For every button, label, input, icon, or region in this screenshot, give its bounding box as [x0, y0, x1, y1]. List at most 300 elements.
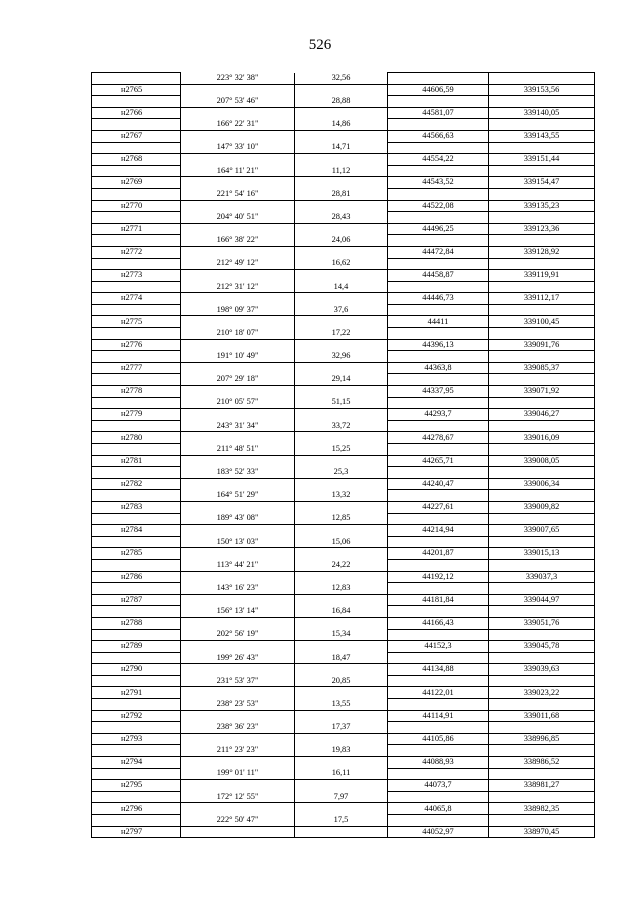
point-name: н2771 — [92, 223, 181, 235]
point-name — [92, 444, 181, 456]
coordinates-table — [91, 72, 595, 838]
point-name — [92, 722, 181, 734]
segment-length: 17,5 — [295, 815, 388, 827]
coordinate-y: 338981,27 — [489, 780, 595, 792]
segment-length: 16,11 — [295, 768, 388, 780]
segment-length: 51,15 — [295, 397, 388, 409]
coordinate-y: 339119,91 — [489, 270, 595, 282]
point-name: н2789 — [92, 641, 181, 653]
point-name: н2793 — [92, 733, 181, 745]
point-name: н2796 — [92, 803, 181, 815]
coordinate-y — [489, 490, 595, 502]
point-row — [92, 154, 595, 166]
point-row — [92, 780, 595, 792]
coordinate-y — [489, 815, 595, 827]
point-name — [92, 629, 181, 641]
segment-length — [295, 362, 388, 374]
coordinate-x — [388, 768, 489, 780]
coordinate-x: 44396,13 — [388, 339, 489, 351]
coordinate-x: 44554,22 — [388, 154, 489, 166]
segment-length — [295, 641, 388, 653]
direction-angle: 210° 18' 07" — [181, 328, 295, 340]
point-name: н2772 — [92, 246, 181, 258]
coordinate-x: 44566,63 — [388, 130, 489, 142]
segment-length — [295, 733, 388, 745]
direction-angle: 164° 11' 21" — [181, 165, 295, 177]
segment-length: 16,62 — [295, 258, 388, 270]
segment-length — [295, 525, 388, 537]
point-row — [92, 386, 595, 398]
point-name: н2781 — [92, 455, 181, 467]
direction-angle — [181, 548, 295, 560]
point-name — [92, 142, 181, 154]
coordinate-y: 339071,92 — [489, 386, 595, 398]
point-name: н2792 — [92, 710, 181, 722]
point-name: н2768 — [92, 154, 181, 166]
point-name — [92, 536, 181, 548]
point-row — [92, 107, 595, 119]
segment-length — [295, 339, 388, 351]
coordinate-x: 44472,84 — [388, 246, 489, 258]
direction-angle: 172° 12' 55" — [181, 791, 295, 803]
direction-angle — [181, 200, 295, 212]
coordinate-x: 44446,73 — [388, 293, 489, 305]
point-name: н2786 — [92, 571, 181, 583]
direction-angle: 113° 44' 21" — [181, 559, 295, 571]
point-name — [92, 235, 181, 247]
segment-length: 33,72 — [295, 420, 388, 432]
point-name: н2776 — [92, 339, 181, 351]
coordinate-y — [489, 444, 595, 456]
segment-length — [295, 826, 388, 838]
direction-angle: 150° 13' 03" — [181, 536, 295, 548]
segment-row — [92, 536, 595, 548]
segment-length — [295, 803, 388, 815]
coordinate-x: 44411 — [388, 316, 489, 328]
segment-length: 15,34 — [295, 629, 388, 641]
coordinate-x — [388, 73, 489, 85]
coordinate-x: 44105,86 — [388, 733, 489, 745]
segment-length: 14,71 — [295, 142, 388, 154]
point-name: н2794 — [92, 757, 181, 769]
segment-length: 28,43 — [295, 212, 388, 224]
point-row — [92, 432, 595, 444]
point-name: н2783 — [92, 501, 181, 513]
direction-angle: 231° 53' 37" — [181, 675, 295, 687]
segment-length: 7,97 — [295, 791, 388, 803]
segment-length: 17,22 — [295, 328, 388, 340]
direction-angle: 191° 10' 49" — [181, 351, 295, 363]
point-row — [92, 733, 595, 745]
point-row — [92, 409, 595, 421]
coordinate-x: 44363,8 — [388, 362, 489, 374]
coordinate-x: 44052,97 — [388, 826, 489, 838]
segment-row — [92, 629, 595, 641]
point-row — [92, 270, 595, 282]
segment-row — [92, 304, 595, 316]
point-name — [92, 490, 181, 502]
direction-angle: 212° 49' 12" — [181, 258, 295, 270]
segment-length: 32,56 — [295, 73, 388, 85]
segment-row — [92, 73, 595, 85]
direction-angle: 223° 32' 38" — [181, 73, 295, 85]
coordinate-x — [388, 351, 489, 363]
coordinate-y: 338982,35 — [489, 803, 595, 815]
coordinate-y — [489, 722, 595, 734]
coordinate-y: 338996,85 — [489, 733, 595, 745]
segment-row — [92, 745, 595, 757]
coordinate-y — [489, 606, 595, 618]
coordinate-y: 339128,92 — [489, 246, 595, 258]
coordinate-y — [489, 699, 595, 711]
segment-length: 15,25 — [295, 444, 388, 456]
coordinate-x: 44581,07 — [388, 107, 489, 119]
direction-angle: 166° 22' 31" — [181, 119, 295, 131]
point-name: н2782 — [92, 478, 181, 490]
segment-length — [295, 409, 388, 421]
segment-length: 13,32 — [295, 490, 388, 502]
direction-angle — [181, 733, 295, 745]
point-row — [92, 223, 595, 235]
coordinate-y: 339153,56 — [489, 84, 595, 96]
coordinate-y: 339091,76 — [489, 339, 595, 351]
point-name: н2795 — [92, 780, 181, 792]
point-row — [92, 525, 595, 537]
direction-angle — [181, 432, 295, 444]
segment-length: 11,12 — [295, 165, 388, 177]
point-row — [92, 757, 595, 769]
coordinate-x: 44458,87 — [388, 270, 489, 282]
segment-length — [295, 316, 388, 328]
direction-angle — [181, 664, 295, 676]
direction-angle — [181, 455, 295, 467]
point-row — [92, 548, 595, 560]
segment-row — [92, 815, 595, 827]
direction-angle: 143° 16' 23" — [181, 583, 295, 595]
direction-angle — [181, 386, 295, 398]
coordinate-x — [388, 583, 489, 595]
coordinate-y — [489, 652, 595, 664]
segment-length: 24,22 — [295, 559, 388, 571]
segment-length: 25,3 — [295, 467, 388, 479]
coordinate-x: 44240,47 — [388, 478, 489, 490]
segment-length: 12,85 — [295, 513, 388, 525]
point-name: н2765 — [92, 84, 181, 96]
coordinate-y: 338970,45 — [489, 826, 595, 838]
segment-length: 15,06 — [295, 536, 388, 548]
coordinate-y: 339008,05 — [489, 455, 595, 467]
point-row — [92, 803, 595, 815]
coordinate-x — [388, 328, 489, 340]
segment-length: 28,81 — [295, 188, 388, 200]
point-name — [92, 420, 181, 432]
coordinate-y — [489, 675, 595, 687]
coordinate-y: 339015,13 — [489, 548, 595, 560]
direction-angle: 238° 36' 23" — [181, 722, 295, 734]
coordinate-x: 44134,88 — [388, 664, 489, 676]
coordinate-x — [388, 815, 489, 827]
coordinate-x: 44496,25 — [388, 223, 489, 235]
point-name: н2785 — [92, 548, 181, 560]
direction-angle: 238° 23' 53" — [181, 699, 295, 711]
coordinate-y — [489, 768, 595, 780]
coordinate-x: 44278,67 — [388, 432, 489, 444]
segment-row — [92, 444, 595, 456]
direction-angle: 189° 43' 08" — [181, 513, 295, 525]
point-name — [92, 467, 181, 479]
point-row — [92, 710, 595, 722]
direction-angle: 198° 09' 37" — [181, 304, 295, 316]
segment-row — [92, 351, 595, 363]
segment-row — [92, 652, 595, 664]
point-name — [92, 397, 181, 409]
coordinate-y — [489, 73, 595, 85]
segment-length — [295, 130, 388, 142]
coordinate-y: 339112,17 — [489, 293, 595, 305]
point-row — [92, 200, 595, 212]
segment-length: 12,83 — [295, 583, 388, 595]
point-row — [92, 641, 595, 653]
segment-row — [92, 142, 595, 154]
coordinate-x — [388, 467, 489, 479]
coordinate-y — [489, 513, 595, 525]
direction-angle — [181, 362, 295, 374]
coordinate-x — [388, 791, 489, 803]
point-name — [92, 652, 181, 664]
direction-angle — [181, 316, 295, 328]
point-row — [92, 293, 595, 305]
direction-angle: 211° 48' 51" — [181, 444, 295, 456]
point-row — [92, 826, 595, 838]
segment-length — [295, 84, 388, 96]
coordinate-y: 339051,76 — [489, 617, 595, 629]
segment-row — [92, 675, 595, 687]
coordinate-y: 339023,22 — [489, 687, 595, 699]
point-name — [92, 699, 181, 711]
segment-length: 17,37 — [295, 722, 388, 734]
coordinate-y: 339039,63 — [489, 664, 595, 676]
coordinate-x — [388, 397, 489, 409]
coordinate-y: 339016,09 — [489, 432, 595, 444]
segment-length — [295, 293, 388, 305]
direction-angle — [181, 154, 295, 166]
direction-angle: 210° 05' 57" — [181, 397, 295, 409]
coordinate-x: 44543,52 — [388, 177, 489, 189]
segment-row — [92, 212, 595, 224]
segment-length: 19,83 — [295, 745, 388, 757]
coordinate-x: 44181,84 — [388, 594, 489, 606]
coordinate-y: 339009,82 — [489, 501, 595, 513]
coordinate-x — [388, 420, 489, 432]
coordinate-x: 44606,59 — [388, 84, 489, 96]
coordinate-y — [489, 397, 595, 409]
direction-angle — [181, 270, 295, 282]
direction-angle — [181, 107, 295, 119]
coordinate-y: 339140,05 — [489, 107, 595, 119]
coordinate-x — [388, 629, 489, 641]
coordinate-x: 44073,7 — [388, 780, 489, 792]
segment-length — [295, 386, 388, 398]
direction-angle: 147° 33' 10" — [181, 142, 295, 154]
coordinate-x: 44214,94 — [388, 525, 489, 537]
point-row — [92, 478, 595, 490]
direction-angle — [181, 826, 295, 838]
segment-length: 13,55 — [295, 699, 388, 711]
coordinate-y — [489, 351, 595, 363]
coordinate-x — [388, 142, 489, 154]
segment-row — [92, 281, 595, 293]
direction-angle: 164° 51' 29" — [181, 490, 295, 502]
direction-angle — [181, 803, 295, 815]
coordinate-x — [388, 652, 489, 664]
segment-length — [295, 478, 388, 490]
coordinate-x — [388, 258, 489, 270]
direction-angle: 207° 29' 18" — [181, 374, 295, 386]
segment-row — [92, 722, 595, 734]
direction-angle — [181, 130, 295, 142]
segment-row — [92, 165, 595, 177]
coordinate-y — [489, 165, 595, 177]
direction-angle — [181, 571, 295, 583]
direction-angle — [181, 223, 295, 235]
coordinate-x — [388, 490, 489, 502]
segment-length — [295, 594, 388, 606]
point-name — [92, 258, 181, 270]
direction-angle: 204° 40' 51" — [181, 212, 295, 224]
point-name — [92, 606, 181, 618]
segment-length — [295, 710, 388, 722]
coordinate-x — [388, 513, 489, 525]
segment-length — [295, 223, 388, 235]
segment-length: 37,6 — [295, 304, 388, 316]
segment-length: 20,85 — [295, 675, 388, 687]
point-row — [92, 594, 595, 606]
point-name — [92, 351, 181, 363]
coordinate-y — [489, 258, 595, 270]
direction-angle — [181, 478, 295, 490]
point-name — [92, 513, 181, 525]
point-name — [92, 304, 181, 316]
point-name — [92, 583, 181, 595]
direction-angle — [181, 293, 295, 305]
coordinate-y: 339151,44 — [489, 154, 595, 166]
point-row — [92, 130, 595, 142]
direction-angle: 202° 56' 19" — [181, 629, 295, 641]
coordinate-x — [388, 559, 489, 571]
coordinate-y — [489, 745, 595, 757]
coordinate-y: 339046,27 — [489, 409, 595, 421]
coordinate-x — [388, 444, 489, 456]
segment-length: 24,06 — [295, 235, 388, 247]
direction-angle: 199° 01' 11" — [181, 768, 295, 780]
segment-row — [92, 791, 595, 803]
coordinate-x — [388, 235, 489, 247]
point-name: н2775 — [92, 316, 181, 328]
segment-length — [295, 455, 388, 467]
segment-length — [295, 501, 388, 513]
coordinate-x: 44065,8 — [388, 803, 489, 815]
coordinate-y — [489, 188, 595, 200]
coordinate-y: 339100,45 — [489, 316, 595, 328]
coordinate-y — [489, 328, 595, 340]
point-name: н2779 — [92, 409, 181, 421]
point-name — [92, 73, 181, 85]
direction-angle: 166° 38' 22" — [181, 235, 295, 247]
segment-row — [92, 606, 595, 618]
coordinate-y: 339154,47 — [489, 177, 595, 189]
coordinate-x — [388, 165, 489, 177]
direction-angle — [181, 84, 295, 96]
point-name — [92, 374, 181, 386]
coordinate-y: 339135,23 — [489, 200, 595, 212]
segment-length: 32,96 — [295, 351, 388, 363]
segment-length — [295, 548, 388, 560]
coordinates-table-body — [92, 73, 595, 838]
coordinate-y — [489, 374, 595, 386]
segment-row — [92, 583, 595, 595]
direction-angle: 212° 31' 12" — [181, 281, 295, 293]
page-number: 526 — [308, 37, 332, 53]
segment-length — [295, 107, 388, 119]
point-row — [92, 177, 595, 189]
point-name — [92, 212, 181, 224]
coordinate-x — [388, 722, 489, 734]
point-row — [92, 687, 595, 699]
segment-row — [92, 513, 595, 525]
coordinate-x: 44166,43 — [388, 617, 489, 629]
coordinate-y — [489, 629, 595, 641]
coordinate-y: 339045,78 — [489, 641, 595, 653]
coordinate-x: 44265,71 — [388, 455, 489, 467]
coordinate-x — [388, 188, 489, 200]
segment-row — [92, 467, 595, 479]
coordinate-y — [489, 559, 595, 571]
segment-row — [92, 768, 595, 780]
segment-length — [295, 177, 388, 189]
point-name — [92, 188, 181, 200]
coordinate-x: 44227,61 — [388, 501, 489, 513]
point-row — [92, 617, 595, 629]
coordinate-y — [489, 420, 595, 432]
coordinate-x: 44522,08 — [388, 200, 489, 212]
point-name: н2773 — [92, 270, 181, 282]
segment-length — [295, 664, 388, 676]
direction-angle: 222° 50' 47" — [181, 815, 295, 827]
direction-angle: 156° 13' 14" — [181, 606, 295, 618]
coordinate-x: 44088,93 — [388, 757, 489, 769]
direction-angle — [181, 780, 295, 792]
coordinate-x: 44152,3 — [388, 641, 489, 653]
segment-length: 18,47 — [295, 652, 388, 664]
direction-angle: 211° 23' 23" — [181, 745, 295, 757]
point-name: н2778 — [92, 386, 181, 398]
point-row — [92, 246, 595, 258]
point-name — [92, 119, 181, 131]
segment-row — [92, 397, 595, 409]
point-row — [92, 316, 595, 328]
segment-length — [295, 200, 388, 212]
direction-angle — [181, 617, 295, 629]
segment-length — [295, 757, 388, 769]
point-name — [92, 165, 181, 177]
coordinate-y — [489, 212, 595, 224]
segment-length — [295, 687, 388, 699]
coordinate-x: 44192,12 — [388, 571, 489, 583]
coordinate-y — [489, 536, 595, 548]
point-row — [92, 571, 595, 583]
coordinate-x — [388, 281, 489, 293]
coordinate-x — [388, 745, 489, 757]
